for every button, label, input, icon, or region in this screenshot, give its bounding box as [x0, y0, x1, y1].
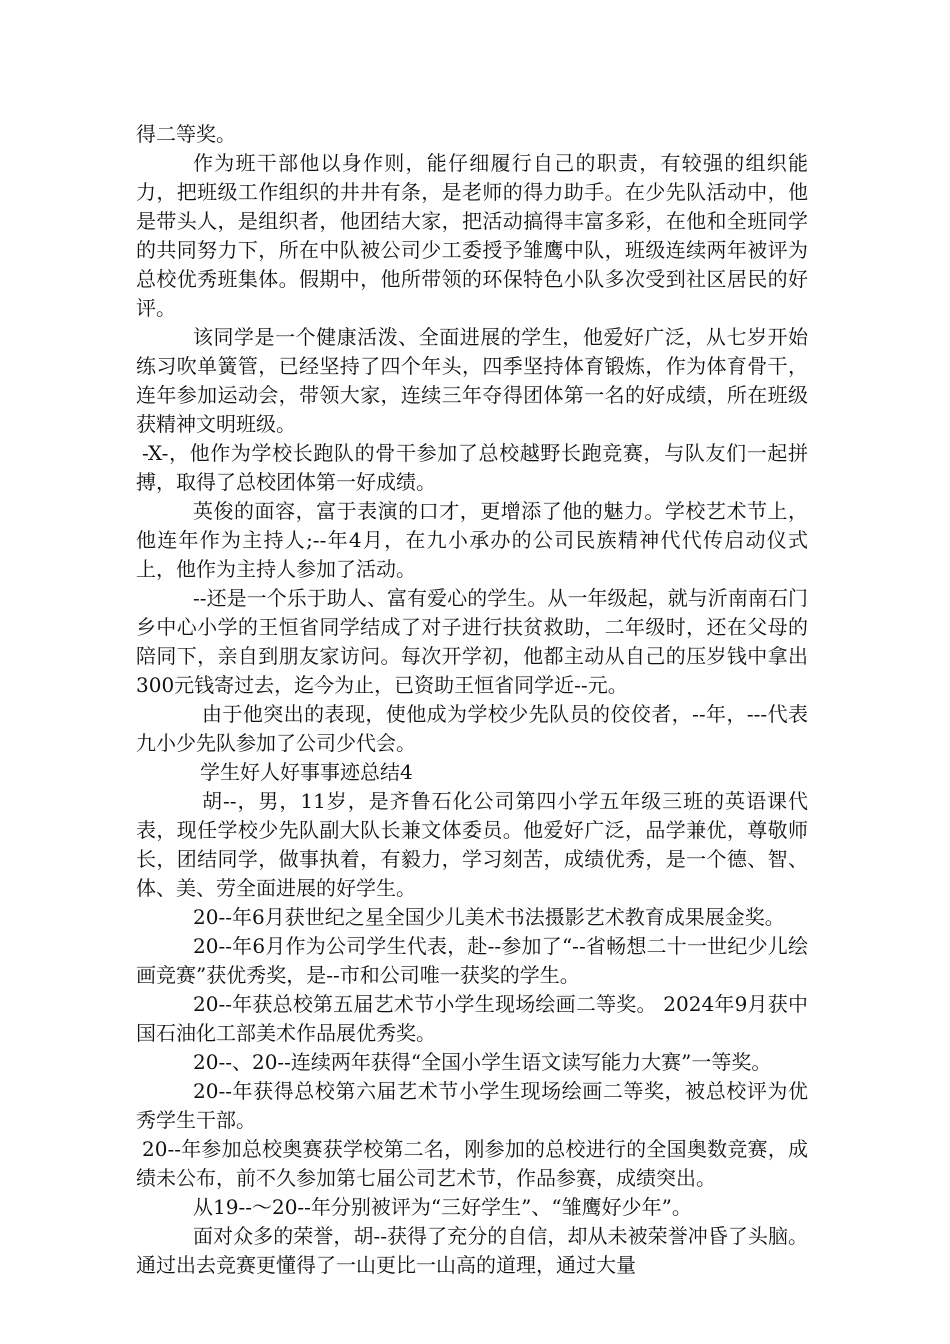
paragraph: 20--年获得总校第六届艺术节小学生现场绘画二等奖，被总校评为优秀学生干部。 — [136, 1079, 808, 1132]
paragraph: --还是一个乐于助人、富有爱心的学生。从一年级起，就与沂南南石门乡中心小学的王恒省同学结成了对子进行扶贫救助，二年级时，还在父母的陪同下，亲自到朋友家访问。每次开学初，他都主动从自己的压岁钱中拿出300元钱寄过去，迄今为止，已资助王恒省同学近--元。 — [136, 586, 808, 697]
document-body — [136, 120, 808, 1280]
paragraph: 20--年6月作为公司学生代表，赴--参加了“--省畅想二十一世纪少儿绘画竞赛”获优秀奖，是--市和公司唯一获奖的学生。 — [136, 934, 808, 987]
paragraph: 面对众多的荣誉，胡--获得了充分的自信，却从未被荣誉冲昏了头脑。通过出去竞赛更懂得了一山更比一山高的道理，通过大量 — [136, 1224, 808, 1277]
paragraph: 20--年参加总校奥赛获学校第二名，刚参加的总校进行的全国奥数竞赛，成绩未公布，前不久参加第七届公司艺术节，作品参赛，成绩突出。 — [136, 1137, 808, 1190]
paragraph: 20--、20--连续两年获得“全国小学生语文读写能力大赛”一等奖。 — [193, 1050, 772, 1074]
paragraph: 该同学是一个健康活泼、全面进展的学生，他爱好广泛，从七岁开始练习吹单簧管，已经坚持了四个年头，四季坚持体育锻炼，作为体育骨干，连年参加运动会，带领大家，连续三年夺得团体第一名的好成绩，所在班级获精神文明班级。 — [136, 325, 808, 436]
section-heading: 学生好人好事事迹总结4 — [200, 760, 413, 784]
paragraph: 从19--～20--年分别被评为“三好学生”、“雏鹰好少年”。 — [193, 1195, 692, 1219]
paragraph: 20--年获总校第五届艺术节小学生现场绘画二等奖。 2024年9月获中国石油化工部美术作品展优秀奖。 — [136, 992, 808, 1045]
paragraph: 由于他突出的表现，使他成为学校少先队员的佼佼者，--年，---代表九小少先队参加了公司少代会。 — [136, 702, 808, 755]
paragraph: 得二等奖。 — [136, 122, 236, 146]
paragraph: -X-，他作为学校长跑队的骨干参加了总校越野长跑竞赛，与队友们一起拼搏，取得了总校团体第一好成绩。 — [136, 441, 808, 494]
paragraph: 胡--，男，11岁，是齐鲁石化公司第四小学五年级三班的英语课代表，现任学校少先队副大队长兼文体委员。他爱好广泛，品学兼优，尊敬师长，团结同学，做事执着，有毅力，学习刻苦，成绩优秀，是一个德、智、体、美、劳全面进展的好学生。 — [136, 789, 808, 900]
paragraph: 英俊的面容，富于表演的口才，更增添了他的魅力。学校艺术节上，他连年作为主持人;--年4月，在九小承办的公司民族精神代代传启动仪式上，他作为主持人参加了活动。 — [136, 499, 808, 581]
paragraph: 作为班干部他以身作则，能仔细履行自己的职责，有较强的组织能力，把班级工作组织的井井有条，是老师的得力助手。在少先队活动中，他是带头人，是组织者，他团结大家，把活动搞得丰富多彩，在他和全班同学的共同努力下，所在中队被公司少工委授予雏鹰中队，班级连续两年被评为总校优秀班集体。假期中，他所带领的环保特色小队多次受到社区居民的好评。 — [136, 151, 808, 320]
paragraph: 20--年6月获世纪之星全国少儿美术书法摄影艺术教育成果展金奖。 — [193, 905, 785, 929]
